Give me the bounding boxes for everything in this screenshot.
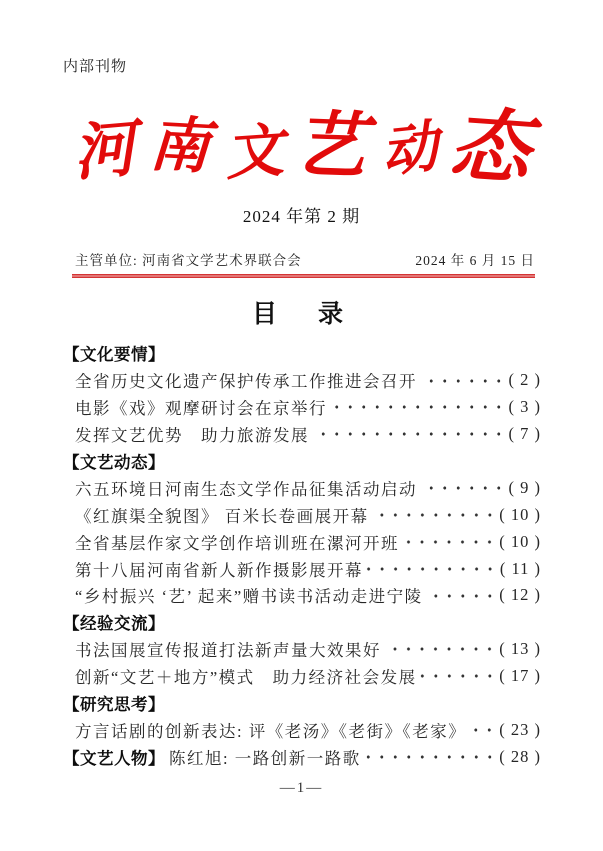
toc-list bbox=[63, 340, 541, 770]
footer-page-number: —1— bbox=[279, 780, 324, 796]
toc-entry bbox=[63, 555, 541, 582]
toc-entry bbox=[63, 743, 541, 770]
dot-leader bbox=[384, 636, 496, 663]
corner-label: 内部刊物 bbox=[63, 59, 128, 75]
toc-entry-page-number: ( 23 ) bbox=[499, 719, 541, 739]
toc-section-header: 【文艺动态】 bbox=[63, 454, 165, 472]
toc-entry bbox=[63, 421, 541, 448]
masthead-character: 态 bbox=[446, 96, 533, 196]
toc-section-header: 【文化要情】 bbox=[63, 346, 165, 365]
dot-leader bbox=[364, 743, 497, 770]
toc-entry bbox=[63, 636, 541, 663]
masthead-character: 动 bbox=[378, 113, 441, 185]
publisher-row bbox=[75, 249, 535, 269]
toc-entry-title: 六五环境日河南生态文学作品征集活动启动 bbox=[75, 479, 417, 499]
toc-entry bbox=[63, 663, 541, 690]
toc-entry-page-number: ( 10 ) bbox=[499, 531, 541, 551]
toc-entry bbox=[63, 501, 541, 528]
toc-entry-title: 方言话剧的创新表达: 评《老汤》《老街》《老家》 bbox=[75, 721, 467, 741]
dot-leader bbox=[372, 501, 497, 528]
masthead-character: 南 bbox=[147, 109, 212, 183]
toc-entry bbox=[63, 528, 541, 555]
toc-entry-title: 创新“文艺＋地方”模式 助力经济社会发展 bbox=[75, 668, 417, 688]
dot-leader bbox=[420, 474, 506, 501]
dot-leader bbox=[426, 582, 497, 609]
toc-entry bbox=[63, 474, 541, 501]
publish-date: 2024 年 6 月 15 日 bbox=[415, 253, 535, 268]
dot-leader bbox=[330, 394, 506, 421]
toc-section-header: 【研究思考】 bbox=[63, 696, 165, 715]
toc-entry-page-number: ( 28 ) bbox=[499, 746, 541, 766]
toc-entry-page-number: ( 17 ) bbox=[499, 666, 541, 686]
masthead-character: 艺 bbox=[292, 100, 367, 189]
toc-entry-page-number: ( 12 ) bbox=[499, 585, 541, 605]
red-divider-rule bbox=[72, 274, 535, 278]
publisher-label: 主管单位: 河南省文学艺术界联合会 bbox=[75, 253, 302, 268]
toc-entry-title: 第十八届河南省新人新作摄影展开幕 bbox=[75, 560, 363, 580]
masthead-title bbox=[0, 92, 603, 196]
toc-title: 目 录 bbox=[251, 301, 351, 328]
toc-entry-title: “乡村振兴 ‘艺’ 起来”赠书读书活动走进宁陵 bbox=[75, 587, 423, 607]
toc-entry-page-number: ( 3 ) bbox=[508, 397, 541, 417]
dot-leader bbox=[469, 716, 496, 743]
toc-entry-title: 陈红旭: 一路创新一路歌 bbox=[169, 748, 361, 768]
dot-leader bbox=[312, 421, 506, 448]
dot-leader bbox=[420, 367, 506, 394]
toc-inline-section-tag: 【文艺人物】 bbox=[63, 749, 165, 768]
toc-entry-title: 全省历史文化遗产保护传承工作推进会召开 bbox=[75, 372, 417, 392]
toc-entry-page-number: ( 13 ) bbox=[499, 639, 541, 659]
toc-entry-title: 书法国展宣传报道打法新声量大效果好 bbox=[75, 641, 381, 661]
toc-entry bbox=[63, 367, 541, 394]
toc-entry-title: 《红旗渠全貌图》 百米长卷画展开幕 bbox=[75, 506, 369, 526]
toc-entry bbox=[63, 582, 541, 609]
toc-entry bbox=[63, 716, 541, 743]
masthead-character: 河 bbox=[70, 111, 139, 190]
toc-entry-page-number: ( 7 ) bbox=[508, 424, 541, 444]
toc-entry-page-number: ( 11 ) bbox=[499, 558, 541, 578]
toc-entry-page-number: ( 9 ) bbox=[508, 477, 541, 497]
issue-number: 2024 年第 2 期 bbox=[242, 207, 361, 226]
dot-leader bbox=[366, 555, 497, 582]
dot-leader bbox=[402, 528, 496, 555]
toc-entry-title: 发挥文艺优势 助力旅游发展 bbox=[75, 426, 309, 446]
toc-entry-page-number: ( 2 ) bbox=[508, 370, 541, 390]
toc-entry-page-number: ( 10 ) bbox=[499, 504, 541, 524]
toc-section-header: 【经验交流】 bbox=[63, 615, 165, 634]
toc-entry-title: 电影《戏》观摩研讨会在京举行 bbox=[75, 399, 327, 419]
masthead-character: 文 bbox=[223, 116, 286, 188]
toc-entry bbox=[63, 394, 541, 421]
dot-leader bbox=[420, 663, 497, 690]
toc-entry-title: 全省基层作家文学创作培训班在漯河开班 bbox=[75, 533, 399, 553]
